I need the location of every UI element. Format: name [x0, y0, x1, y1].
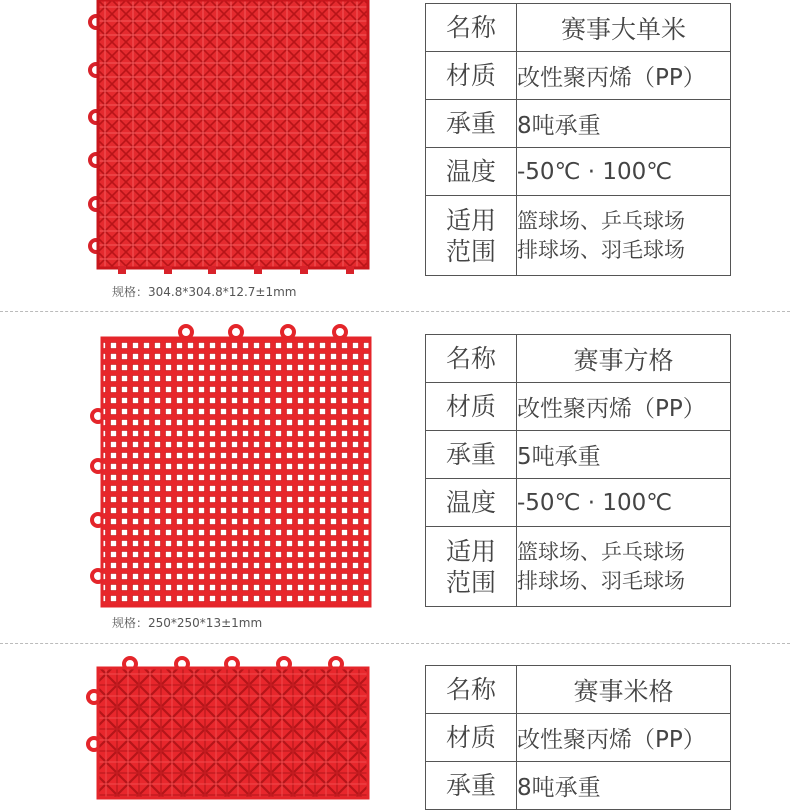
- value-usage: 篮球场、乒乓球场 排球场、羽毛球场: [517, 196, 731, 276]
- label-material: 材质: [426, 714, 517, 762]
- value-temperature: -50℃ · 100℃: [517, 479, 731, 527]
- tile-image-rice-grid: [84, 652, 374, 785]
- spec-table: [425, 3, 731, 276]
- section-divider: [0, 643, 790, 644]
- tile-image-square-grid: [86, 318, 376, 612]
- value-load: 8吨承重: [517, 762, 731, 810]
- label-usage: 适用 范围: [426, 527, 517, 607]
- value-name: 赛事米格: [517, 666, 731, 714]
- label-name: 名称: [426, 4, 517, 52]
- value-temperature: -50℃ · 100℃: [517, 148, 731, 196]
- label-material: 材质: [426, 383, 517, 431]
- value-name: 赛事大单米: [517, 4, 731, 52]
- spec-table: [425, 334, 731, 607]
- spec-table: [425, 665, 731, 810]
- label-temperature: 温度: [426, 479, 517, 527]
- label-load: 承重: [426, 100, 517, 148]
- value-load: 5吨承重: [517, 431, 731, 479]
- spec-caption: 规格：304.8*304.8*12.7±1mm: [112, 285, 297, 299]
- value-load: 8吨承重: [517, 100, 731, 148]
- label-name: 名称: [426, 666, 517, 714]
- label-load: 承重: [426, 431, 517, 479]
- label-temperature: 温度: [426, 148, 517, 196]
- label-name: 名称: [426, 335, 517, 383]
- value-usage: 篮球场、乒乓球场 排球场、羽毛球场: [517, 527, 731, 607]
- label-usage: 适用 范围: [426, 196, 517, 276]
- value-material: 改性聚丙烯（PP）: [517, 714, 731, 762]
- section-divider: [0, 311, 790, 312]
- label-load: 承重: [426, 762, 517, 810]
- value-name: 赛事方格: [517, 335, 731, 383]
- value-material: 改性聚丙烯（PP）: [517, 52, 731, 100]
- value-material: 改性聚丙烯（PP）: [517, 383, 731, 431]
- label-material: 材质: [426, 52, 517, 100]
- spec-caption: 规格：250*250*13±1mm: [112, 616, 263, 630]
- tile-image-diamond: [84, 0, 374, 280]
